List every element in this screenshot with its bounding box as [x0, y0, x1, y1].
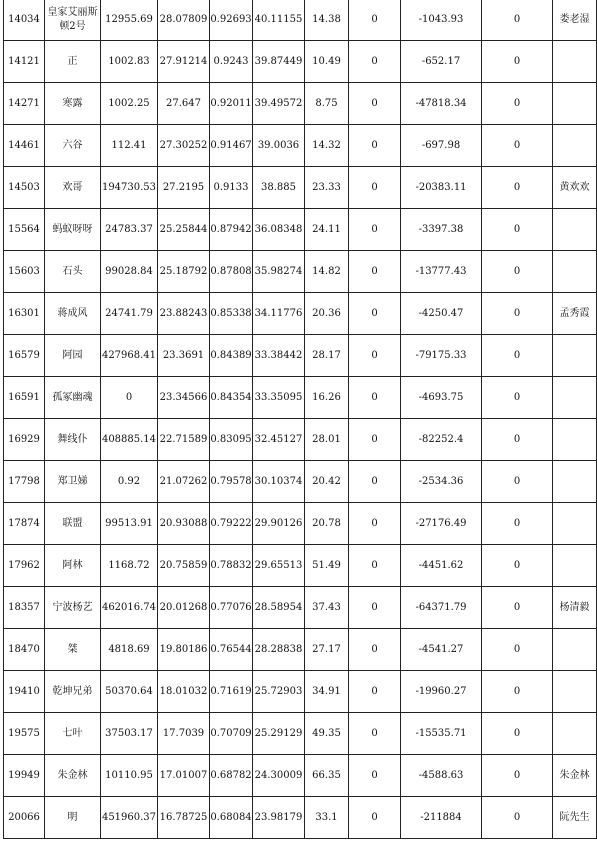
amount-cell: 24741.79 — [101, 293, 158, 335]
value-b-cell: 33.38442 — [253, 335, 305, 377]
flag-cell: 0 — [482, 755, 553, 797]
name-cell: 联盟 — [45, 503, 101, 545]
balance-cell: -27176.49 — [401, 503, 482, 545]
balance-cell: -19960.27 — [401, 671, 482, 713]
name-cell: 蚂蚁呀呀 — [45, 209, 101, 251]
row-id-cell: 20066 — [4, 797, 45, 839]
rate-cell: 20.78 — [305, 503, 349, 545]
row-id-cell: 18357 — [4, 587, 45, 629]
flag-cell: 0 — [482, 209, 553, 251]
amount-cell: 50370.64 — [101, 671, 158, 713]
flag-cell: 0 — [482, 377, 553, 419]
balance-cell: -3397.38 — [401, 209, 482, 251]
balance-cell: -82252.4 — [401, 419, 482, 461]
ratio-cell: 0.70709 — [210, 713, 253, 755]
amount-cell: 37503.17 — [101, 713, 158, 755]
zero-cell: 0 — [349, 755, 401, 797]
amount-cell: 0 — [101, 377, 158, 419]
owner-cell: 娄老湿 — [553, 0, 597, 41]
owner-cell — [553, 377, 597, 419]
owner-cell — [553, 209, 597, 251]
rate-cell: 8.75 — [305, 83, 349, 125]
rate-cell: 34.91 — [305, 671, 349, 713]
value-a-cell: 20.93088 — [158, 503, 210, 545]
owner-cell — [553, 545, 597, 587]
ratio-cell: 0.91467 — [210, 125, 253, 167]
flag-cell: 0 — [482, 713, 553, 755]
ratio-cell: 0.85338 — [210, 293, 253, 335]
ratio-cell: 0.87942 — [210, 209, 253, 251]
value-b-cell: 36.08348 — [253, 209, 305, 251]
flag-cell: 0 — [482, 461, 553, 503]
balance-cell: -47818.34 — [401, 83, 482, 125]
ratio-cell: 0.9243 — [210, 41, 253, 83]
name-cell: 孤冢幽魂 — [45, 377, 101, 419]
value-a-cell: 27.2195 — [158, 167, 210, 209]
amount-cell: 1002.83 — [101, 41, 158, 83]
value-a-cell: 17.7039 — [158, 713, 210, 755]
name-cell: 阿林 — [45, 545, 101, 587]
value-a-cell: 27.647 — [158, 83, 210, 125]
zero-cell: 0 — [349, 251, 401, 293]
zero-cell: 0 — [349, 125, 401, 167]
amount-cell: 408885.14 — [101, 419, 158, 461]
balance-cell: -2534.36 — [401, 461, 482, 503]
balance-cell: -4451.62 — [401, 545, 482, 587]
flag-cell: 0 — [482, 251, 553, 293]
amount-cell: 99028.84 — [101, 251, 158, 293]
zero-cell: 0 — [349, 41, 401, 83]
zero-cell: 0 — [349, 377, 401, 419]
table-row — [4, 545, 597, 587]
value-b-cell: 23.98179 — [253, 797, 305, 839]
zero-cell: 0 — [349, 83, 401, 125]
balance-cell: -4250.47 — [401, 293, 482, 335]
value-a-cell: 25.18792 — [158, 251, 210, 293]
table-row — [4, 83, 597, 125]
rate-cell: 66.35 — [305, 755, 349, 797]
zero-cell: 0 — [349, 335, 401, 377]
flag-cell: 0 — [482, 503, 553, 545]
name-cell: 石头 — [45, 251, 101, 293]
row-id-cell: 19949 — [4, 755, 45, 797]
ratio-cell: 0.84354 — [210, 377, 253, 419]
balance-cell: -64371.79 — [401, 587, 482, 629]
ratio-cell: 0.83095 — [210, 419, 253, 461]
rate-cell: 24.11 — [305, 209, 349, 251]
ratio-cell: 0.78832 — [210, 545, 253, 587]
row-id-cell: 15564 — [4, 209, 45, 251]
rate-cell: 27.17 — [305, 629, 349, 671]
rate-cell: 33.1 — [305, 797, 349, 839]
balance-cell: -20383.11 — [401, 167, 482, 209]
balance-cell: -1043.93 — [401, 0, 482, 41]
row-id-cell: 14461 — [4, 125, 45, 167]
zero-cell: 0 — [349, 545, 401, 587]
row-id-cell: 14271 — [4, 83, 45, 125]
name-cell: 宁波杨艺 — [45, 587, 101, 629]
table-row — [4, 251, 597, 293]
zero-cell: 0 — [349, 209, 401, 251]
ratio-cell: 0.68782 — [210, 755, 253, 797]
value-a-cell: 22.71589 — [158, 419, 210, 461]
table-row — [4, 209, 597, 251]
ratio-cell: 0.79222 — [210, 503, 253, 545]
row-id-cell: 15603 — [4, 251, 45, 293]
balance-cell: -4693.75 — [401, 377, 482, 419]
name-cell: 朱金林 — [45, 755, 101, 797]
zero-cell: 0 — [349, 293, 401, 335]
owner-cell — [553, 503, 597, 545]
value-b-cell: 35.98274 — [253, 251, 305, 293]
row-id-cell: 16301 — [4, 293, 45, 335]
owner-cell: 黄欢欢 — [553, 167, 597, 209]
zero-cell: 0 — [349, 671, 401, 713]
flag-cell: 0 — [482, 419, 553, 461]
balance-cell: -4541.27 — [401, 629, 482, 671]
flag-cell: 0 — [482, 335, 553, 377]
value-a-cell: 16.78725 — [158, 797, 210, 839]
value-b-cell: 33.35095 — [253, 377, 305, 419]
ratio-cell: 0.71619 — [210, 671, 253, 713]
flag-cell: 0 — [482, 797, 553, 839]
balance-cell: -211884 — [401, 797, 482, 839]
balance-cell: -79175.33 — [401, 335, 482, 377]
zero-cell: 0 — [349, 503, 401, 545]
name-cell: 寒露 — [45, 83, 101, 125]
owner-cell — [553, 671, 597, 713]
rate-cell: 51.49 — [305, 545, 349, 587]
ratio-cell: 0.68084 — [210, 797, 253, 839]
amount-cell: 112.41 — [101, 125, 158, 167]
row-id-cell: 14121 — [4, 41, 45, 83]
owner-cell: 杨清毅 — [553, 587, 597, 629]
value-b-cell: 28.58954 — [253, 587, 305, 629]
value-a-cell: 28.07809 — [158, 0, 210, 41]
name-cell: 阿园 — [45, 335, 101, 377]
zero-cell: 0 — [349, 0, 401, 41]
rate-cell: 10.49 — [305, 41, 349, 83]
name-cell: 明 — [45, 797, 101, 839]
row-id-cell: 16579 — [4, 335, 45, 377]
value-a-cell: 27.91214 — [158, 41, 210, 83]
row-id-cell: 17962 — [4, 545, 45, 587]
flag-cell: 0 — [482, 167, 553, 209]
value-a-cell: 21.07262 — [158, 461, 210, 503]
value-b-cell: 30.10374 — [253, 461, 305, 503]
amount-cell: 99513.91 — [101, 503, 158, 545]
amount-cell: 4818.69 — [101, 629, 158, 671]
name-cell: 欢哥 — [45, 167, 101, 209]
value-a-cell: 23.3691 — [158, 335, 210, 377]
row-id-cell: 14503 — [4, 167, 45, 209]
value-a-cell: 19.80186 — [158, 629, 210, 671]
ratio-cell: 0.79578 — [210, 461, 253, 503]
ratio-cell: 0.84389 — [210, 335, 253, 377]
value-b-cell: 29.90126 — [253, 503, 305, 545]
table-row — [4, 419, 597, 461]
balance-cell: -15535.71 — [401, 713, 482, 755]
row-id-cell: 14034 — [4, 0, 45, 41]
rate-cell: 20.42 — [305, 461, 349, 503]
name-cell: 桀 — [45, 629, 101, 671]
amount-cell: 462016.74 — [101, 587, 158, 629]
zero-cell: 0 — [349, 797, 401, 839]
value-b-cell: 39.49572 — [253, 83, 305, 125]
value-a-cell: 27.30252 — [158, 125, 210, 167]
zero-cell: 0 — [349, 167, 401, 209]
amount-cell: 12955.69 — [101, 0, 158, 41]
owner-cell — [553, 83, 597, 125]
value-b-cell: 39.0036 — [253, 125, 305, 167]
value-a-cell: 23.34566 — [158, 377, 210, 419]
table-row — [4, 293, 597, 335]
value-b-cell: 24.30009 — [253, 755, 305, 797]
ratio-cell: 0.92693 — [210, 0, 253, 41]
name-cell: 七叶 — [45, 713, 101, 755]
value-a-cell: 20.01268 — [158, 587, 210, 629]
name-cell: 正 — [45, 41, 101, 83]
value-a-cell: 23.88243 — [158, 293, 210, 335]
table-row — [4, 587, 597, 629]
zero-cell: 0 — [349, 713, 401, 755]
rate-cell: 14.32 — [305, 125, 349, 167]
row-id-cell: 16591 — [4, 377, 45, 419]
table-row — [4, 671, 597, 713]
rate-cell: 37.43 — [305, 587, 349, 629]
value-b-cell: 39.87449 — [253, 41, 305, 83]
row-id-cell: 19575 — [4, 713, 45, 755]
balance-cell: -652.17 — [401, 41, 482, 83]
owner-cell: 孟秀霞 — [553, 293, 597, 335]
amount-cell: 427968.41 — [101, 335, 158, 377]
amount-cell: 10110.95 — [101, 755, 158, 797]
amount-cell: 1168.72 — [101, 545, 158, 587]
flag-cell: 0 — [482, 0, 553, 41]
rate-cell: 20.36 — [305, 293, 349, 335]
rate-cell: 28.01 — [305, 419, 349, 461]
rate-cell: 28.17 — [305, 335, 349, 377]
amount-cell: 24783.37 — [101, 209, 158, 251]
flag-cell: 0 — [482, 293, 553, 335]
ratio-cell: 0.76544 — [210, 629, 253, 671]
table-row — [4, 629, 597, 671]
value-b-cell: 34.11776 — [253, 293, 305, 335]
name-cell: 郑卫娣 — [45, 461, 101, 503]
owner-cell — [553, 419, 597, 461]
amount-cell: 451960.37 — [101, 797, 158, 839]
rate-cell: 14.38 — [305, 0, 349, 41]
table-row — [4, 797, 597, 839]
value-b-cell: 28.28838 — [253, 629, 305, 671]
table-row — [4, 461, 597, 503]
name-cell: 六谷 — [45, 125, 101, 167]
zero-cell: 0 — [349, 419, 401, 461]
flag-cell: 0 — [482, 587, 553, 629]
owner-cell — [553, 713, 597, 755]
row-id-cell: 19410 — [4, 671, 45, 713]
zero-cell: 0 — [349, 629, 401, 671]
value-b-cell: 29.65513 — [253, 545, 305, 587]
flag-cell: 0 — [482, 629, 553, 671]
owner-cell — [553, 41, 597, 83]
owner-cell — [553, 629, 597, 671]
owner-cell — [553, 125, 597, 167]
amount-cell: 1002.25 — [101, 83, 158, 125]
table-row — [4, 377, 597, 419]
rate-cell: 16.26 — [305, 377, 349, 419]
value-a-cell: 25.25844 — [158, 209, 210, 251]
value-a-cell: 17.01007 — [158, 755, 210, 797]
table-row — [4, 167, 597, 209]
owner-cell — [553, 461, 597, 503]
table-row — [4, 713, 597, 755]
flag-cell: 0 — [482, 125, 553, 167]
owner-cell: 朱金林 — [553, 755, 597, 797]
ratio-cell: 0.9133 — [210, 167, 253, 209]
flag-cell: 0 — [482, 41, 553, 83]
zero-cell: 0 — [349, 461, 401, 503]
name-cell: 蒋成风 — [45, 293, 101, 335]
data-table — [3, 0, 597, 839]
ratio-cell: 0.87808 — [210, 251, 253, 293]
ratio-cell: 0.92011 — [210, 83, 253, 125]
value-a-cell: 20.75859 — [158, 545, 210, 587]
value-a-cell: 18.01032 — [158, 671, 210, 713]
value-b-cell: 38.885 — [253, 167, 305, 209]
name-cell: 舞线仆 — [45, 419, 101, 461]
row-id-cell: 17798 — [4, 461, 45, 503]
rate-cell: 49.35 — [305, 713, 349, 755]
amount-cell: 0.92 — [101, 461, 158, 503]
table-row — [4, 125, 597, 167]
rate-cell: 14.82 — [305, 251, 349, 293]
value-b-cell: 25.72903 — [253, 671, 305, 713]
table-row — [4, 41, 597, 83]
balance-cell: -697.98 — [401, 125, 482, 167]
owner-cell — [553, 251, 597, 293]
ratio-cell: 0.77076 — [210, 587, 253, 629]
table-row — [4, 0, 597, 41]
table-row — [4, 503, 597, 545]
value-b-cell: 40.11155 — [253, 0, 305, 41]
balance-cell: -4588.63 — [401, 755, 482, 797]
row-id-cell: 17874 — [4, 503, 45, 545]
flag-cell: 0 — [482, 83, 553, 125]
owner-cell: 阮先生 — [553, 797, 597, 839]
table-row — [4, 755, 597, 797]
value-b-cell: 32.45127 — [253, 419, 305, 461]
row-id-cell: 18470 — [4, 629, 45, 671]
table-row — [4, 335, 597, 377]
rate-cell: 23.33 — [305, 167, 349, 209]
zero-cell: 0 — [349, 587, 401, 629]
amount-cell: 194730.53 — [101, 167, 158, 209]
name-cell: 乾坤兄弟 — [45, 671, 101, 713]
flag-cell: 0 — [482, 545, 553, 587]
flag-cell: 0 — [482, 671, 553, 713]
value-b-cell: 25.29129 — [253, 713, 305, 755]
name-cell: 皇家艾丽斯顿2号 — [45, 0, 101, 41]
row-id-cell: 16929 — [4, 419, 45, 461]
owner-cell — [553, 335, 597, 377]
balance-cell: -13777.43 — [401, 251, 482, 293]
